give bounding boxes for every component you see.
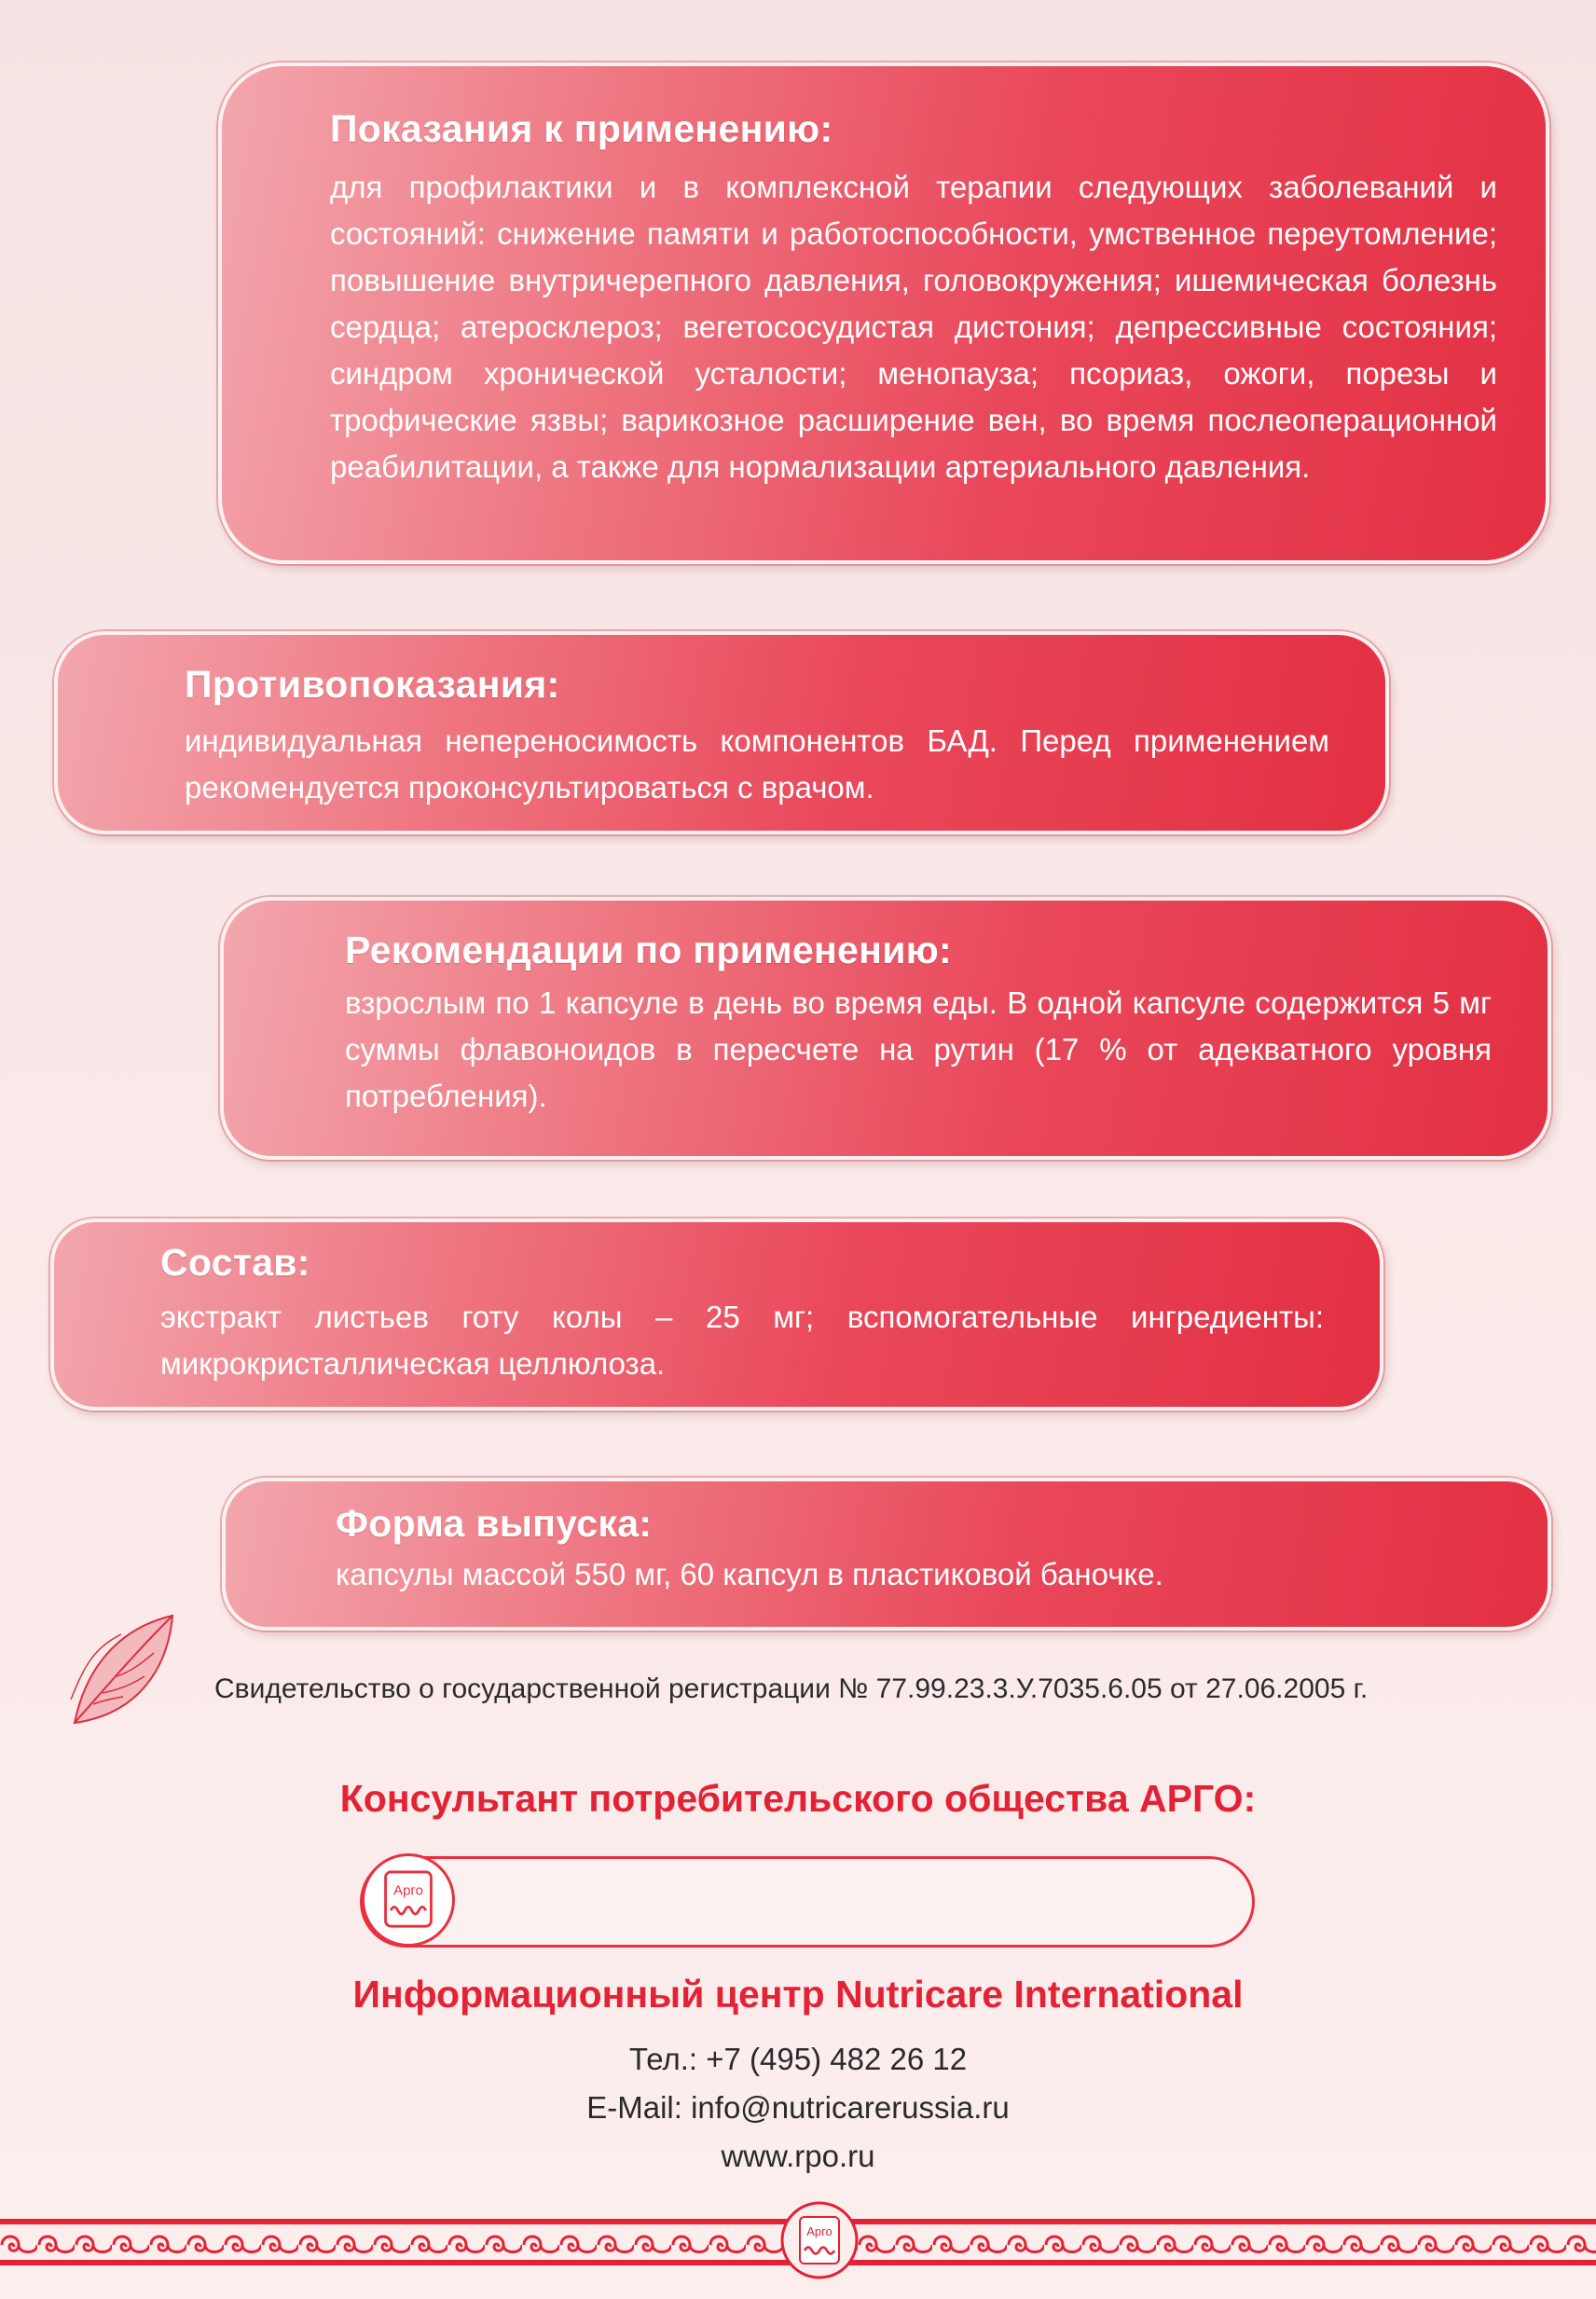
- form-title: Форма выпуска:: [336, 1502, 653, 1545]
- recommendations-panel: [220, 897, 1551, 1160]
- recommendations-title: Рекомендации по применению:: [345, 929, 952, 971]
- composition-title: Состав:: [160, 1241, 310, 1284]
- contraindications-text: индивидуальная непереносимость компонентов БАД. Перед применением рекомендуется проконсультироваться с врачом.: [185, 723, 1329, 805]
- indications-title: Показания к применению:: [330, 107, 833, 150]
- form-text: капсулы массой 550 мг, 60 капсул в пластиковой баночке.: [336, 1557, 1163, 1591]
- composition-text: экстракт листьев готу колы – 25 мг; вспомогательные ингредиенты: микрокристаллическая целлюлоза.: [160, 1300, 1324, 1381]
- argo-logo: [362, 1853, 455, 1947]
- consultant-field: [360, 1856, 1255, 1948]
- recommendations-text: взрослым по 1 капсуле в день во время еды. В одной капсуле содержится 5 мг суммы флавоноидов в пересчете на рутин (17 % от адекватного уровня потребления).: [345, 985, 1492, 1113]
- registration-certificate: Свидетельство о государственной регистрации № 77.99.23.3.У.7035.6.05 от 27.06.2005 г.: [214, 1673, 1369, 1704]
- email[interactable]: E-Mail: info@nutricarerussia.ru: [586, 2090, 1010, 2125]
- consultant-title: Консультант потребительского общества АРГО:: [339, 1777, 1257, 1820]
- indications-text: для профилактики и в комплексной терапии следующих заболеваний и состояний: снижение памяти и работоспособности, умственное переутомление; повышение внутричерепного давления, головокружения; ишемическая болезнь сердца; атеросклероз; вегетососудистая дистония; депрессивные состояния; синдром хронической усталости; менопауза; псориаз, ожоги, порезы и трофические язвы; варикозное расширение вен, во время послеоперационной реабилитации, а также для нормализации артериального давления.: [330, 170, 1497, 484]
- contraindications-title: Противопоказания:: [185, 663, 560, 706]
- contraindications-panel: [54, 631, 1389, 834]
- composition-panel: [50, 1218, 1383, 1411]
- argo-footer-logo-text: Арго: [806, 2224, 832, 2238]
- form-panel: [222, 1478, 1551, 1631]
- argo-logo-text: Арго: [393, 1882, 423, 1899]
- leaf-icon: [65, 1611, 181, 1732]
- website[interactable]: www.rpo.ru: [721, 2139, 875, 2173]
- info-center-title: Информационный центр Nutricare International: [352, 1973, 1244, 2016]
- argo-footer-logo: [779, 2200, 860, 2280]
- indications-panel: [218, 62, 1549, 564]
- phone: Тел.: +7 (495) 482 26 12: [628, 2042, 968, 2076]
